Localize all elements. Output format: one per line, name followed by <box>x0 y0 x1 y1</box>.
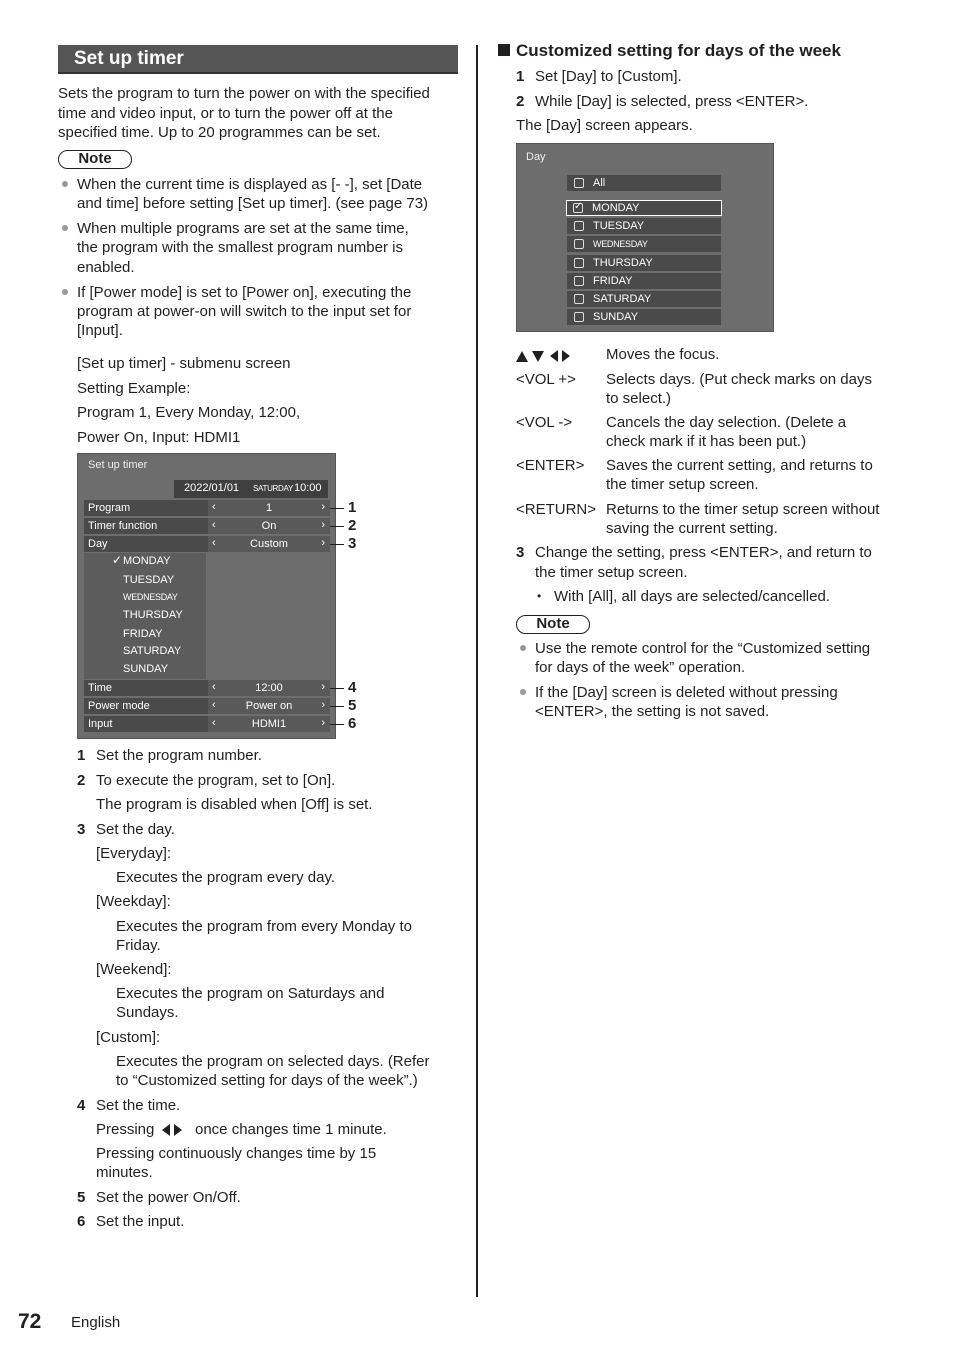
callout-number: 3 <box>348 535 357 552</box>
right-step-2-text: While [Day] is selected, press <ENTER>. <box>535 93 809 110</box>
bullet-icon <box>62 289 68 295</box>
step-line <box>77 771 467 790</box>
step-line <box>77 1188 467 1207</box>
osd-row-value: HDMI1 <box>251 718 287 730</box>
osd-row-value: 12:00 <box>255 682 283 694</box>
column-divider <box>476 45 478 1297</box>
left-arrow-icon <box>162 1124 170 1136</box>
chevron-left-icon: ‹ <box>212 717 216 729</box>
step-text: [Weekend]: <box>96 961 172 978</box>
note-line: enabled. <box>77 258 135 276</box>
chevron-left-icon: ‹ <box>212 537 216 549</box>
callout-number: 2 <box>348 517 357 534</box>
osd-value-box <box>208 716 330 732</box>
note-line: and time] before setting [Set up timer]. (see page 73) <box>77 195 429 213</box>
step-text: Pressing <box>96 1121 155 1138</box>
step-text: [Everyday]: <box>96 845 172 862</box>
osd-row-value: On <box>261 520 277 532</box>
key-desc-line: the timer setup screen. <box>606 476 759 493</box>
step-text: Set the program number. <box>96 747 262 764</box>
step-line <box>77 1144 467 1163</box>
page-number: 72 <box>18 1310 42 1333</box>
step-line <box>77 1028 467 1047</box>
bullet-icon <box>62 181 68 187</box>
osd-day-item: THURSDAY <box>123 609 183 621</box>
bullet-icon <box>520 689 526 695</box>
osd-row-day[interactable] <box>84 536 330 552</box>
key-name: <VOL +> <box>516 371 576 388</box>
step-line <box>77 936 467 955</box>
callout-number: 5 <box>348 697 357 714</box>
day-osd-screen <box>516 143 774 332</box>
checkbox-icon <box>574 276 584 286</box>
day-screen-appears: The [Day] screen appears. <box>516 117 693 134</box>
osd-title: Set up timer <box>88 459 148 471</box>
example-line: Power On, Input: HDMI1 <box>77 428 241 446</box>
step-text: Executes the program every day. <box>116 869 335 886</box>
osd-value-box <box>208 518 330 534</box>
osd-row-program[interactable] <box>84 500 330 516</box>
day-all-label: All <box>593 177 606 189</box>
square-bullet-icon <box>498 44 510 56</box>
step-line <box>77 820 467 839</box>
osd-day-item: WEDNESDAY <box>123 592 178 602</box>
osd-day-item: MONDAY <box>123 555 171 567</box>
check-icon: ✓ <box>574 201 583 212</box>
note-line: program at power-on will switch to the input set for <box>77 302 412 320</box>
osd-row-value: Power on <box>245 700 293 712</box>
osd-value-box <box>208 680 330 696</box>
step-text: Sundays. <box>116 1004 179 1021</box>
step-text: [Custom]: <box>96 1029 161 1046</box>
chevron-right-icon: › <box>321 699 325 711</box>
step-line <box>77 1096 467 1115</box>
step-line <box>77 892 467 911</box>
step-line <box>77 746 467 765</box>
step-text: The program is disabled when [Off] is set. <box>96 796 373 813</box>
step-text: Pressing continuously changes time by 15 <box>96 1145 377 1162</box>
step-line <box>77 1163 467 1182</box>
chevron-left-icon: ‹ <box>212 501 216 513</box>
callout-number: 6 <box>348 715 357 732</box>
osd-row-value: Custom <box>250 538 288 550</box>
note-line: When the current time is displayed as [- -], set [Date <box>77 176 423 193</box>
example-line: Program 1, Every Monday, 12:00, <box>77 404 301 421</box>
right-step-3-line: Change the setting, press <ENTER>, and return to <box>535 544 872 561</box>
right-arrow-icon <box>174 1124 182 1136</box>
checkbox-icon <box>574 258 584 268</box>
step-line <box>77 1071 467 1090</box>
chevron-left-icon: ‹ <box>212 519 216 531</box>
callout-line <box>330 706 344 707</box>
key-desc-line: saving the current setting. <box>606 520 778 537</box>
key-desc-line: to select.) <box>606 390 672 407</box>
osd-value-box <box>208 500 330 516</box>
day-row-label: SUNDAY <box>593 311 639 324</box>
key-desc-line: Saves the current setting, and returns to <box>606 457 873 474</box>
bullet-icon <box>62 225 68 231</box>
callout-line <box>330 724 344 725</box>
osd-day-item: FRIDAY <box>123 628 163 640</box>
step-number: 5 <box>77 1189 86 1206</box>
chevron-right-icon: › <box>321 501 325 513</box>
step-line <box>77 984 467 1003</box>
osd-row-label: Power mode <box>88 700 150 712</box>
day-row-thursday[interactable] <box>567 255 721 271</box>
osd-row-timer-function[interactable] <box>84 518 330 534</box>
step-text: Executes the program on Saturdays and <box>116 985 385 1002</box>
step-number: 1 <box>77 747 86 764</box>
step-text: Set the time. <box>96 1097 181 1114</box>
step-number: 4 <box>77 1097 86 1114</box>
step-text: Executes the program from every Monday to <box>116 918 412 935</box>
chevron-right-icon: › <box>321 519 325 531</box>
step-text: Set the day. <box>96 821 175 838</box>
footer-language: English <box>71 1314 121 1331</box>
chevron-left-icon: ‹ <box>212 681 216 693</box>
step-number: 3 <box>516 544 525 561</box>
osd-value-box <box>208 698 330 714</box>
note-line: If the [Day] screen is deleted without pressing <box>535 684 838 702</box>
key-desc-line: Moves the focus. <box>606 346 720 363</box>
key-name: <RETURN> <box>516 501 597 518</box>
osd-row-label: Day <box>88 538 108 550</box>
right-arrow-icon <box>562 350 570 362</box>
step-text: Set the input. <box>96 1213 185 1230</box>
step-number: 6 <box>77 1213 86 1230</box>
osd-weekday: SATURDAY <box>253 484 293 493</box>
note-line: If [Power mode] is set to [Power on], executing the <box>77 283 412 301</box>
check-icon: ✓ <box>112 553 123 567</box>
key-desc-line: Returns to the timer setup screen without <box>606 501 880 518</box>
step-line <box>77 1120 467 1139</box>
osd-row-label: Input <box>88 718 113 730</box>
day-row-monday[interactable] <box>566 200 722 216</box>
note-line: <ENTER>, the setting is not saved. <box>535 703 770 721</box>
section-title: Set up timer <box>74 48 184 69</box>
day-row-label: THURSDAY <box>593 256 653 269</box>
callout-line <box>330 508 344 509</box>
osd-row-label: Timer function <box>88 520 158 532</box>
osd-row-input[interactable] <box>84 716 330 732</box>
step-number: 3 <box>77 821 86 838</box>
note-line: the program with the smallest program number is <box>77 239 403 257</box>
osd-row-label: Program <box>88 502 131 514</box>
osd-row-label: Time <box>88 682 113 694</box>
callout-number: 4 <box>348 679 357 696</box>
step-line <box>77 917 467 936</box>
timer-osd-screen <box>77 453 357 739</box>
checkbox-icon <box>574 178 584 188</box>
osd-value-box <box>208 536 330 552</box>
osd-date: 2022/01/01 <box>184 482 240 494</box>
intro-line: time and video input, or to turn the power off at the <box>58 104 393 122</box>
chevron-right-icon: › <box>321 717 325 729</box>
osd-clock-bar <box>174 480 328 498</box>
day-row-wednesday[interactable] <box>567 236 721 252</box>
checkbox-icon <box>574 221 584 231</box>
step-text: to “Customized setting for days of the week”.) <box>116 1072 418 1089</box>
step-text-after: once changes time 1 minute. <box>195 1121 387 1138</box>
checked-checkbox-icon <box>573 203 583 213</box>
note-line: for days of the week” operation. <box>535 659 746 677</box>
note-label: Note <box>58 150 132 169</box>
day-row-sunday[interactable] <box>567 309 721 325</box>
right-heading <box>498 40 841 62</box>
intro-paragraph <box>58 84 463 143</box>
key-name: <VOL -> <box>516 414 573 431</box>
osd-row-power-mode[interactable] <box>84 698 330 714</box>
arrow-keys-icon <box>516 346 572 365</box>
step-text: Friday. <box>116 937 161 954</box>
checkbox-icon <box>574 294 584 304</box>
right-step-1-text: Set [Day] to [Custom]. <box>535 68 682 85</box>
chevron-right-icon: › <box>321 681 325 693</box>
step-line <box>77 1212 467 1231</box>
osd-time: 10:00 <box>294 482 322 494</box>
checkbox-icon <box>574 239 584 249</box>
note-line: Use the remote control for the “Customized setting <box>535 640 871 657</box>
callout-line <box>330 688 344 689</box>
intro-line: Sets the program to turn the power on with the specified <box>58 85 430 102</box>
day-osd-title: Day <box>526 151 546 163</box>
osd-row-time[interactable] <box>84 680 330 696</box>
right-step-2: 2 While [Day] is selected, press <ENTER>. <box>516 93 809 110</box>
step-line <box>77 1052 467 1071</box>
key-desc-line: Cancels the day selection. (Delete a <box>606 414 847 431</box>
right-step-1: 1 Set [Day] to [Custom]. <box>516 68 682 85</box>
checkbox-icon <box>574 312 584 322</box>
step-line <box>77 1003 467 1022</box>
osd-day-item: SUNDAY <box>123 663 169 675</box>
osd-row-value: 1 <box>265 502 273 514</box>
callout-line <box>330 526 344 527</box>
step-text: Executes the program on selected days. (Refer <box>116 1053 430 1070</box>
day-row-friday[interactable] <box>567 273 721 289</box>
right-step-3-line: the timer setup screen. <box>535 563 688 581</box>
osd-day-item: TUESDAY <box>123 574 175 586</box>
key-desc-line: check mark if it has been put.) <box>606 433 807 450</box>
day-row-saturday[interactable] <box>567 291 721 307</box>
right-step-3-sub-text: With [All], all days are selected/cancelled. <box>554 588 830 605</box>
chevron-right-icon: › <box>321 537 325 549</box>
day-row-label: MONDAY <box>592 202 640 214</box>
day-row-label: SATURDAY <box>593 293 652 305</box>
day-row-label: TUESDAY <box>593 220 645 233</box>
step-text: To execute the program, set to [On]. <box>96 772 336 789</box>
step-text: minutes. <box>96 1164 153 1181</box>
example-line: [Set up timer] - submenu screen <box>77 355 291 372</box>
day-all-row[interactable] <box>567 175 721 191</box>
callout-line <box>330 544 344 545</box>
key-desc-line: Selects days. (Put check marks on days <box>606 371 872 388</box>
example-line: Setting Example: <box>77 379 191 397</box>
step-line <box>77 868 467 887</box>
step-line <box>77 844 467 863</box>
step-text: [Weekday]: <box>96 893 171 910</box>
left-arrow-icon <box>550 350 558 362</box>
day-row-tuesday[interactable] <box>567 218 721 234</box>
note-line: [Input]. <box>77 322 123 340</box>
step-number: 2 <box>77 772 86 789</box>
bullet-icon <box>520 645 526 651</box>
day-row-label: FRIDAY <box>593 274 633 287</box>
osd-day-item: SATURDAY <box>123 645 182 657</box>
step-line <box>77 795 467 814</box>
step-arrows <box>160 1120 184 1139</box>
intro-line: specified time. Up to 20 programmes can be set. <box>58 124 381 141</box>
chevron-left-icon: ‹ <box>212 699 216 711</box>
right-heading-text: Customized setting for days of the week <box>516 41 841 60</box>
note-line: When multiple programs are set at the same time, <box>77 220 409 238</box>
down-arrow-icon <box>532 351 544 362</box>
day-row-label: WEDNESDAY <box>593 239 648 250</box>
up-arrow-icon <box>516 351 528 362</box>
step-text: Set the power On/Off. <box>96 1189 241 1206</box>
section-heading-bar <box>58 45 458 74</box>
key-name: <ENTER> <box>516 457 585 474</box>
right-note-label: Note <box>516 615 590 634</box>
callout-number: 1 <box>348 499 357 516</box>
step-line <box>77 960 467 979</box>
